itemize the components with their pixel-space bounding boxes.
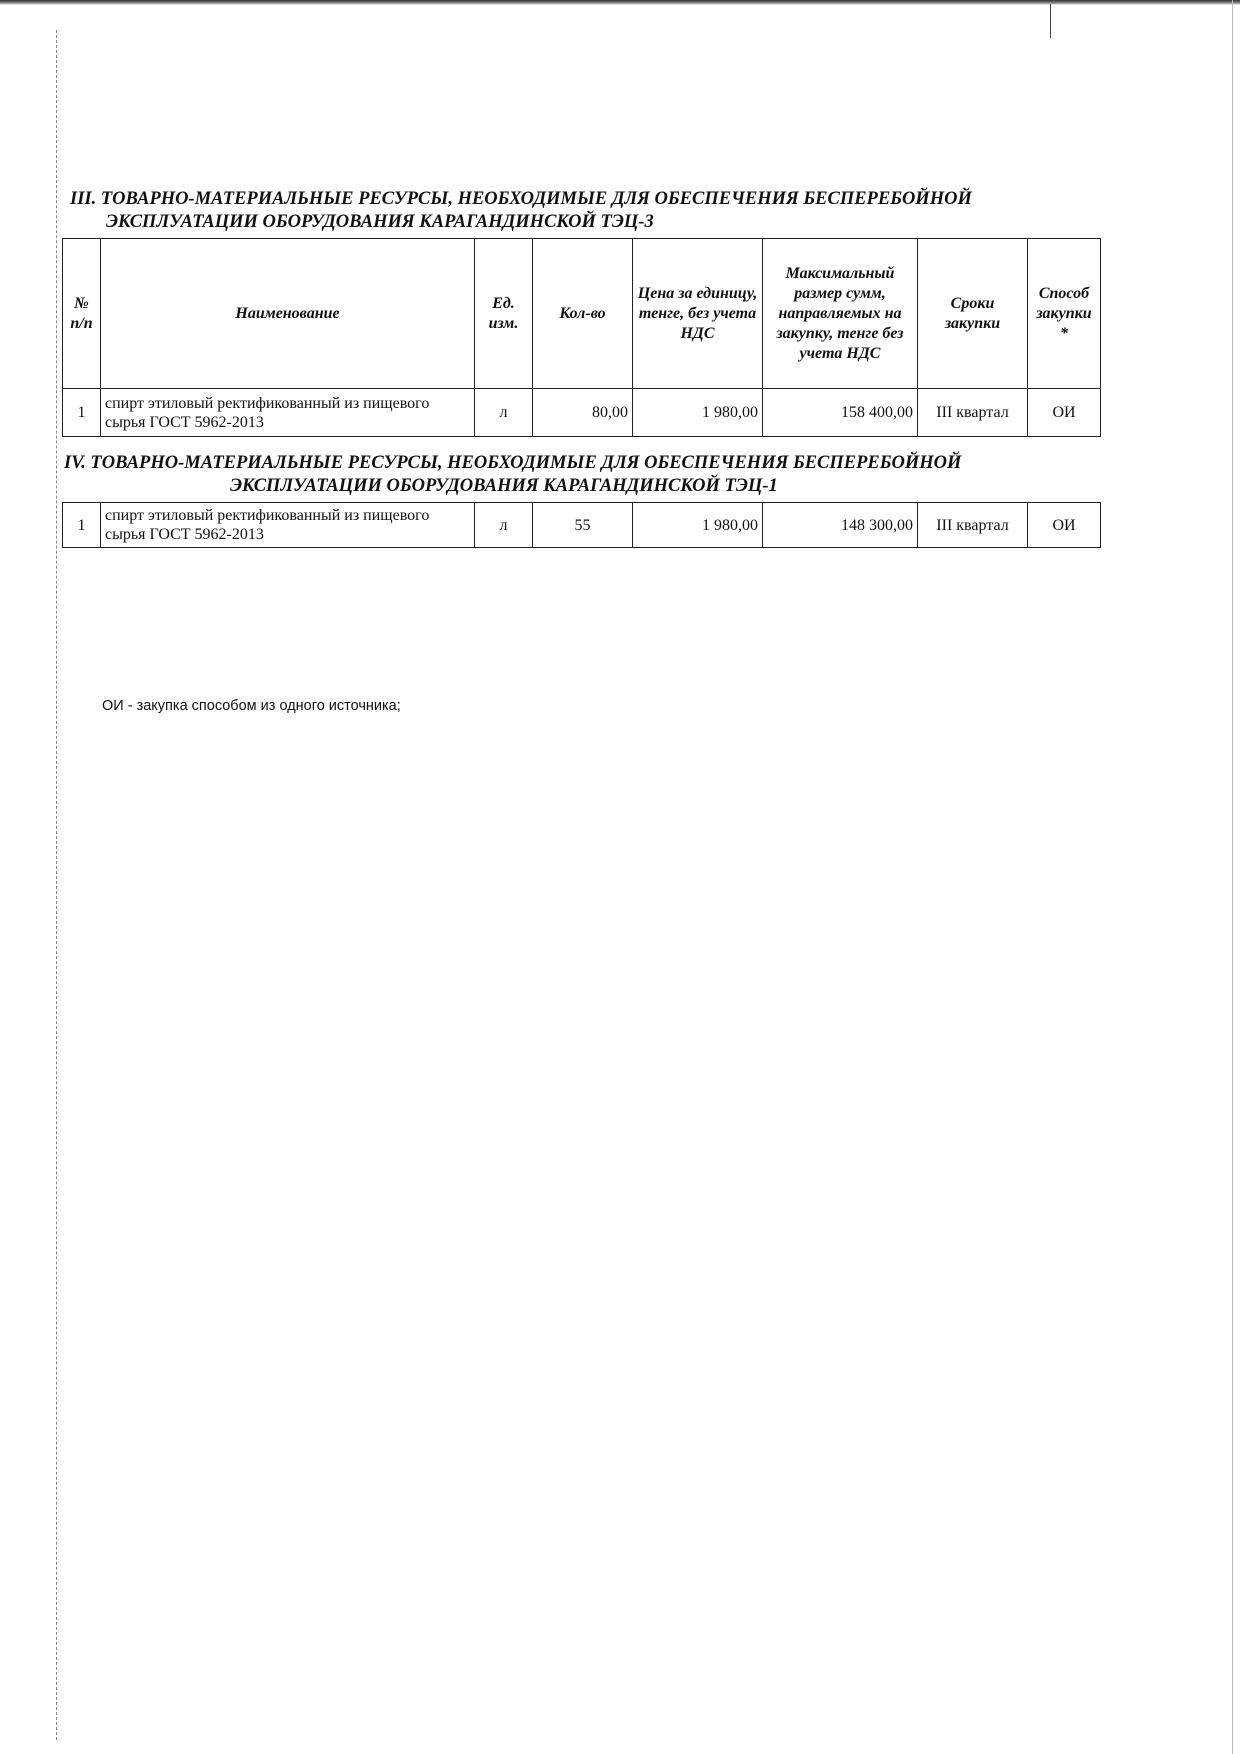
footnote: ОИ - закупка способом из одного источника;: [102, 698, 401, 714]
header-num: № п/п: [63, 239, 101, 389]
cell-unit: л: [475, 503, 533, 548]
scan-edge-right: [1232, 0, 1233, 1754]
cell-qty: 55: [533, 503, 633, 548]
cell-num: 1: [63, 503, 101, 548]
cell-price: 1 980,00: [633, 389, 763, 437]
cell-name: спирт этиловый ректификованный из пищевого сырья ГОСТ 5962-2013: [101, 389, 475, 437]
table-row: [63, 503, 1101, 548]
header-max-sum: Максимальный размер сумм, направляемых на закупку, тенге без учета НДС: [763, 239, 918, 389]
cell-method: ОИ: [1028, 389, 1101, 437]
cell-method: ОИ: [1028, 503, 1101, 548]
section-3-title: [70, 188, 1100, 234]
cell-period: III квартал: [918, 503, 1028, 548]
cell-num: 1: [63, 389, 101, 437]
header-qty: Кол-во: [533, 239, 633, 389]
header-method: Способ закупки *: [1028, 239, 1101, 389]
section-4-table: [62, 502, 1101, 548]
scan-mark: [1050, 4, 1051, 38]
cell-period: III квартал: [918, 389, 1028, 437]
table-row: [63, 389, 1101, 437]
scan-edge-top: [0, 0, 1240, 5]
cell-max-sum: 148 300,00: [763, 503, 918, 548]
cell-price: 1 980,00: [633, 503, 763, 548]
section-3-table: [62, 238, 1101, 437]
table-header-row: [63, 239, 1101, 389]
section-4-title: [64, 452, 1094, 498]
header-unit: Ед. изм.: [475, 239, 533, 389]
header-period: Сроки закупки: [918, 239, 1028, 389]
cell-unit: л: [475, 389, 533, 437]
section-3-title-line-1: III. ТОВАРНО-МАТЕРИАЛЬНЫЕ РЕСУРСЫ, НЕОБХОДИМЫЕ ДЛЯ ОБЕСПЕЧЕНИЯ БЕСПЕРЕБОЙНОЙ: [70, 189, 972, 209]
section-3-title-line-2: ЭКСПЛУАТАЦИИ ОБОРУДОВАНИЯ КАРАГАНДИНСКОЙ ТЭЦ-3: [106, 212, 654, 232]
cell-max-sum: 158 400,00: [763, 389, 918, 437]
cell-name: спирт этиловый ректификованный из пищевого сырья ГОСТ 5962-2013: [101, 503, 475, 548]
header-price: Цена за единицу, тенге, без учета НДС: [633, 239, 763, 389]
section-4-title-line-2: ЭКСПЛУАТАЦИИ ОБОРУДОВАНИЯ КАРАГАНДИНСКОЙ ТЭЦ-1: [230, 476, 778, 496]
scan-edge-left: [56, 30, 57, 1740]
cell-qty: 80,00: [533, 389, 633, 437]
section-4-title-line-1: IV. ТОВАРНО-МАТЕРИАЛЬНЫЕ РЕСУРСЫ, НЕОБХОДИМЫЕ ДЛЯ ОБЕСПЕЧЕНИЯ БЕСПЕРЕБОЙНОЙ: [64, 453, 962, 473]
header-name: Наименование: [101, 239, 475, 389]
